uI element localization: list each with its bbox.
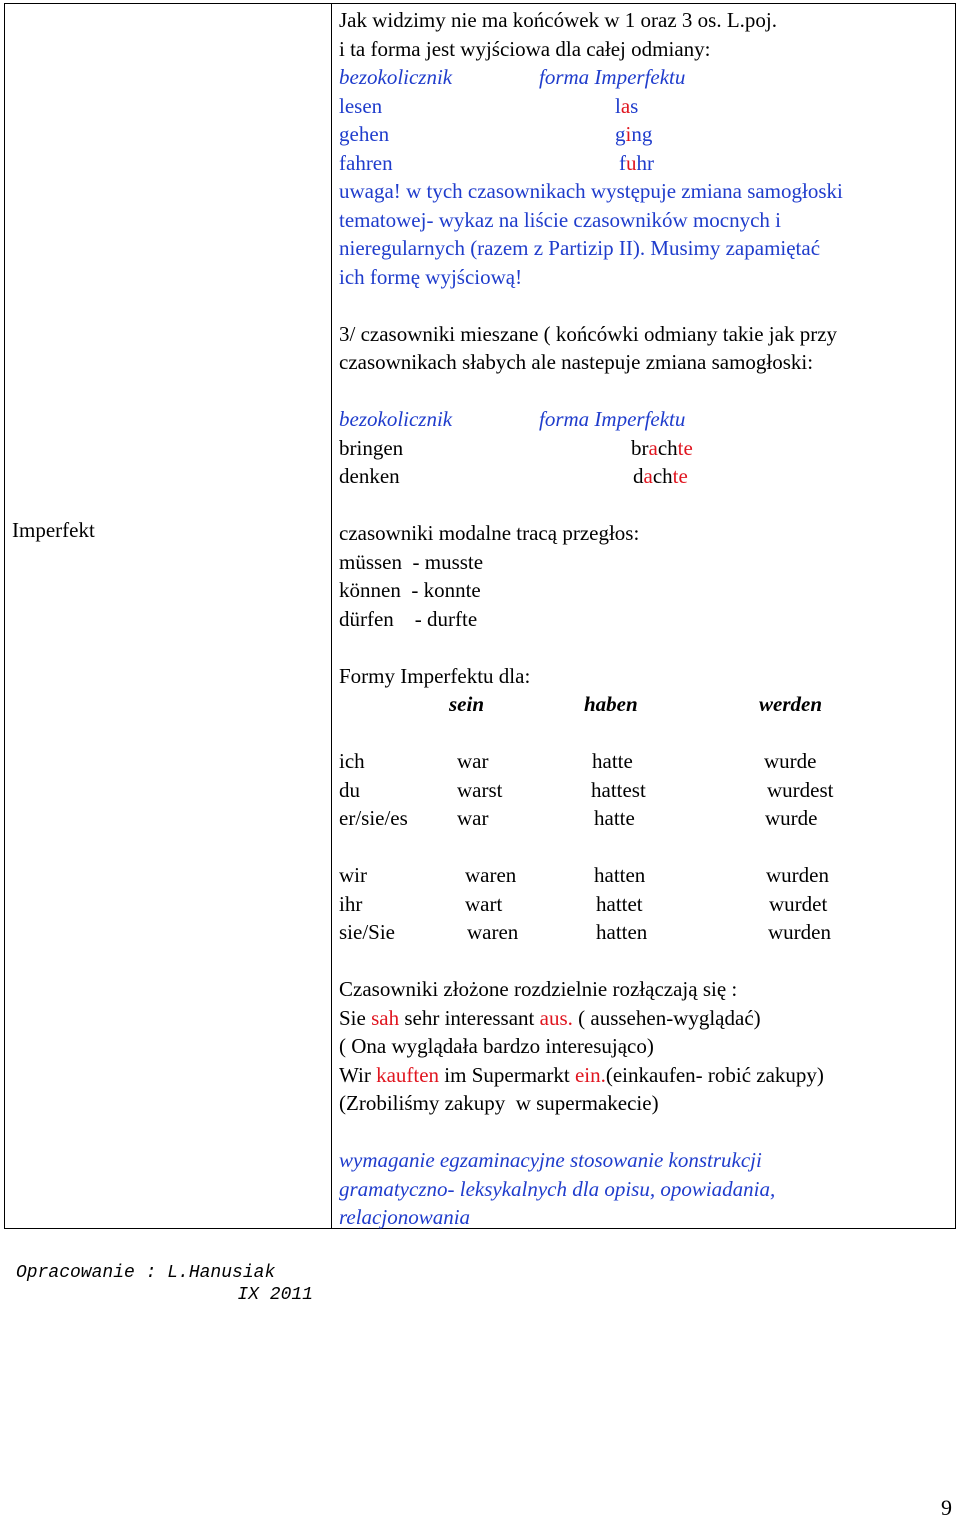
mixed-line: 3/ czasowniki mieszane ( końcówki odmiany takie jak przy bbox=[339, 321, 838, 346]
mixed-line: czasownikach słabych ale nastepuje zmiana samogłoski: bbox=[339, 350, 814, 374]
header-sein: sein bbox=[449, 692, 485, 716]
verb-row bbox=[339, 120, 939, 149]
section-label: Imperfekt bbox=[12, 518, 95, 542]
header-form: forma Imperfektu bbox=[539, 65, 686, 89]
example-sentence: Sie sah sehr interessant aus. ( aussehen-wyglądać) bbox=[339, 1005, 761, 1030]
example-sentence: Wir kauften im Supermarkt ein.(einkaufen- robić zakupy) bbox=[339, 1062, 824, 1087]
requirement-line: relacjonowania bbox=[339, 1205, 471, 1229]
note-line: tematowej- wykaz na liście czasowników mocnych i bbox=[339, 207, 782, 232]
verb-imperfect: fuhr bbox=[619, 150, 654, 175]
note-line: ich formę wyjściową! bbox=[339, 264, 523, 289]
header-infinitive: bezokolicznik bbox=[339, 407, 453, 431]
footer-author: Opracowanie : L.Hanusiak bbox=[16, 1263, 276, 1283]
note-line: nieregularnych (razem z Partizip II). Musimy zapamiętać bbox=[339, 236, 821, 260]
footer bbox=[16, 1262, 313, 1306]
modal-title: czasowniki modalne tracą przegłos: bbox=[339, 521, 640, 545]
header-form: forma Imperfektu bbox=[539, 407, 686, 431]
conjugation-row: ich war hatte wurde bbox=[339, 749, 817, 773]
conjugation-row: er/sie/es war hatte wurde bbox=[339, 806, 818, 830]
verb-infinitive: bringen bbox=[339, 435, 404, 460]
conjugation-row: du warst hattest wurdest bbox=[339, 777, 834, 802]
modal-item: müssen - musste bbox=[339, 549, 484, 574]
separable-title: Czasowniki złożone rozdzielnie rozłączają się : bbox=[339, 977, 738, 1001]
table-content bbox=[339, 6, 939, 1232]
header-haben: haben bbox=[584, 692, 638, 716]
verb-infinitive: fahren bbox=[339, 150, 393, 175]
modal-item: dürfen - durfte bbox=[339, 606, 478, 631]
note-line: uwaga! w tych czasownikach występuje zmiana samogłoski bbox=[339, 179, 843, 203]
modal-item: können - konnte bbox=[339, 578, 481, 602]
example-translation: (Zrobiliśmy zakupy w supermakecie) bbox=[339, 1091, 659, 1115]
verb-row bbox=[339, 92, 939, 121]
header-infinitive: bezokolicznik bbox=[339, 65, 453, 89]
verb-infinitive: gehen bbox=[339, 122, 390, 146]
verb-infinitive: lesen bbox=[339, 93, 383, 118]
requirement-line: gramatyczno- leksykalnych dla opisu, opowiadania, bbox=[339, 1176, 776, 1201]
verb-header bbox=[339, 405, 939, 434]
header-werden: werden bbox=[759, 692, 822, 716]
intro-line: i ta forma jest wyjściowa dla całej odmiany: bbox=[339, 36, 711, 61]
verb-header bbox=[339, 63, 939, 92]
intro-line: Jak widzimy nie ma końcówek w 1 oraz 3 os. L.poj. bbox=[339, 8, 777, 32]
verb-imperfect: ging bbox=[615, 122, 653, 146]
forms-title: Formy Imperfektu dla: bbox=[339, 663, 531, 688]
page-number: 9 bbox=[941, 1495, 952, 1520]
forms-header bbox=[339, 690, 939, 719]
conjugation-row: wir waren hatten wurden bbox=[339, 863, 829, 887]
conjugation-row: ihr wart hattet wurdet bbox=[339, 891, 828, 916]
footer-date: IX 2011 bbox=[237, 1285, 313, 1305]
conjugation-row: sie/Sie waren hatten wurden bbox=[339, 920, 831, 944]
verb-row bbox=[339, 434, 939, 463]
verb-imperfect: dachte bbox=[633, 464, 688, 488]
verb-imperfect: las bbox=[615, 93, 639, 118]
requirement-line: wymaganie egzaminacyjne stosowanie konstrukcji bbox=[339, 1148, 762, 1172]
column-divider bbox=[331, 4, 332, 1228]
verb-row bbox=[339, 149, 939, 178]
example-translation: ( Ona wyglądała bardzo interesująco) bbox=[339, 1034, 654, 1058]
verb-imperfect: brachte bbox=[631, 435, 693, 460]
verb-row bbox=[339, 462, 939, 491]
verb-infinitive: denken bbox=[339, 464, 400, 488]
